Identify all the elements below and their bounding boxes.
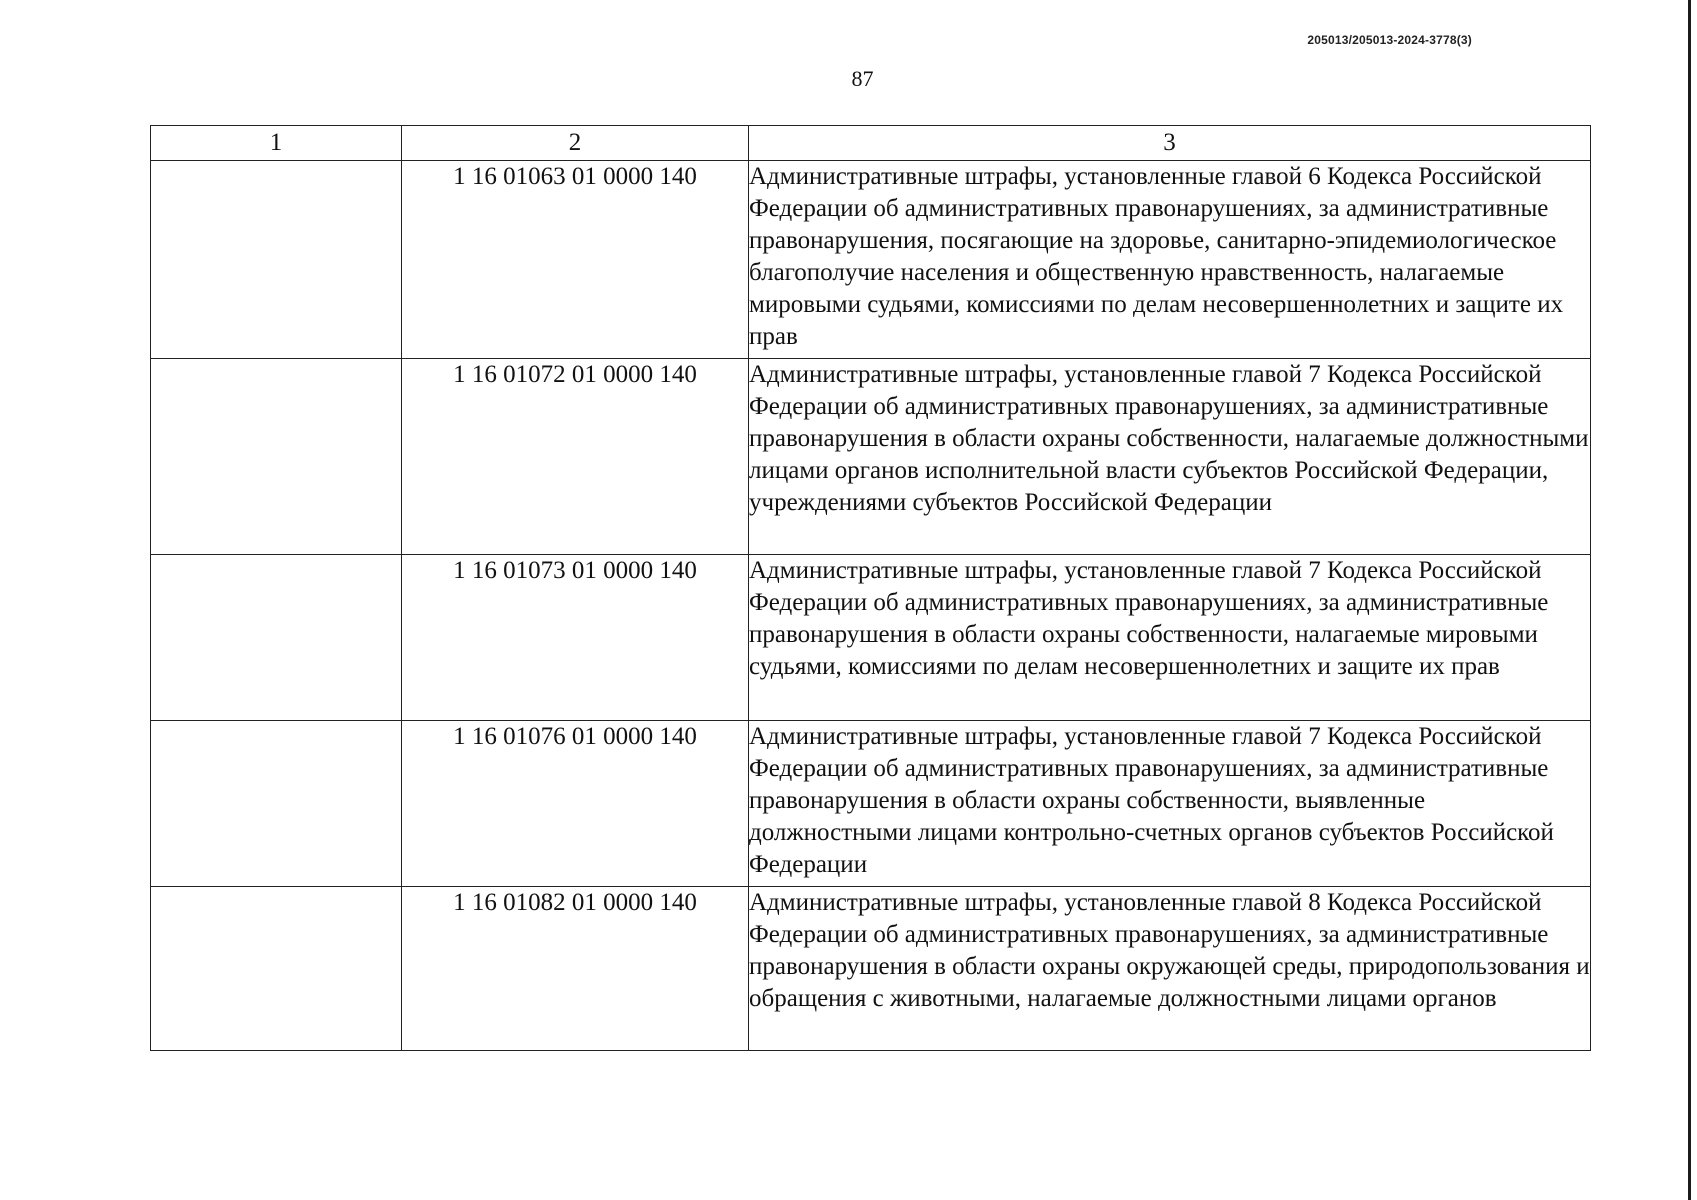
description-cell: Административные штрафы, установленные главой 8 Кодекса Российской Федерации об административных правонарушениях, за административные правонарушения в области охраны окружающей среды, природопользования и обращения с животными, налагаемые должностными лицами органов [749, 887, 1591, 1051]
row-col1-cell [151, 555, 402, 721]
fines-table [150, 125, 1591, 1051]
column-header-3: 3 [749, 126, 1591, 161]
description-cell: Административные штрафы, установленные главой 6 Кодекса Российской Федерации об административных правонарушениях, за административные правонарушения, посягающие на здоровье, санитарно-эпидемиологическое благополучие населения и общественную нравственность, налагаемые мировыми судьями, комиссиями по делам несовершеннолетних и защите их прав [749, 161, 1591, 359]
row-col1-cell [151, 721, 402, 887]
row-col1-cell [151, 887, 402, 1051]
description-cell: Административные штрафы, установленные главой 7 Кодекса Российской Федерации об административных правонарушениях, за административные правонарушения в области охраны собственности, выявленные должностными лицами контрольно-счетных органов субъектов Российской Федерации [749, 721, 1591, 887]
budget-code-cell: 1 16 01063 01 0000 140 [402, 161, 749, 359]
table-row [151, 161, 1591, 359]
budget-code-cell: 1 16 01073 01 0000 140 [402, 555, 749, 721]
row-col1-cell [151, 359, 402, 555]
page-number: 87 [851, 66, 874, 91]
table-row [151, 887, 1591, 1051]
column-header-1: 1 [151, 126, 402, 161]
description-cell: Административные штрафы, установленные главой 7 Кодекса Российской Федерации об административных правонарушениях, за административные правонарушения в области охраны собственности, налагаемые мировыми судьями, комиссиями по делам несовершеннолетних и защите их прав [749, 555, 1591, 721]
table-header-row [151, 126, 1591, 161]
table-row [151, 359, 1591, 555]
row-col1-cell [151, 161, 402, 359]
table-row [151, 555, 1591, 721]
budget-code-cell: 1 16 01082 01 0000 140 [402, 887, 749, 1051]
page-edge-line [1688, 0, 1691, 1200]
description-cell: Административные штрафы, установленные главой 7 Кодекса Российской Федерации об административных правонарушениях, за административные правонарушения в области охраны собственности, налагаемые должностными лицами органов исполнительной власти субъектов Российской Федерации, учреждениями субъектов Российской Федерации [749, 359, 1591, 555]
column-header-2: 2 [402, 126, 749, 161]
document-reference-number: 205013/205013-2024-3778(3) [1307, 33, 1472, 47]
budget-code-cell: 1 16 01072 01 0000 140 [402, 359, 749, 555]
budget-code-cell: 1 16 01076 01 0000 140 [402, 721, 749, 887]
table-row [151, 721, 1591, 887]
